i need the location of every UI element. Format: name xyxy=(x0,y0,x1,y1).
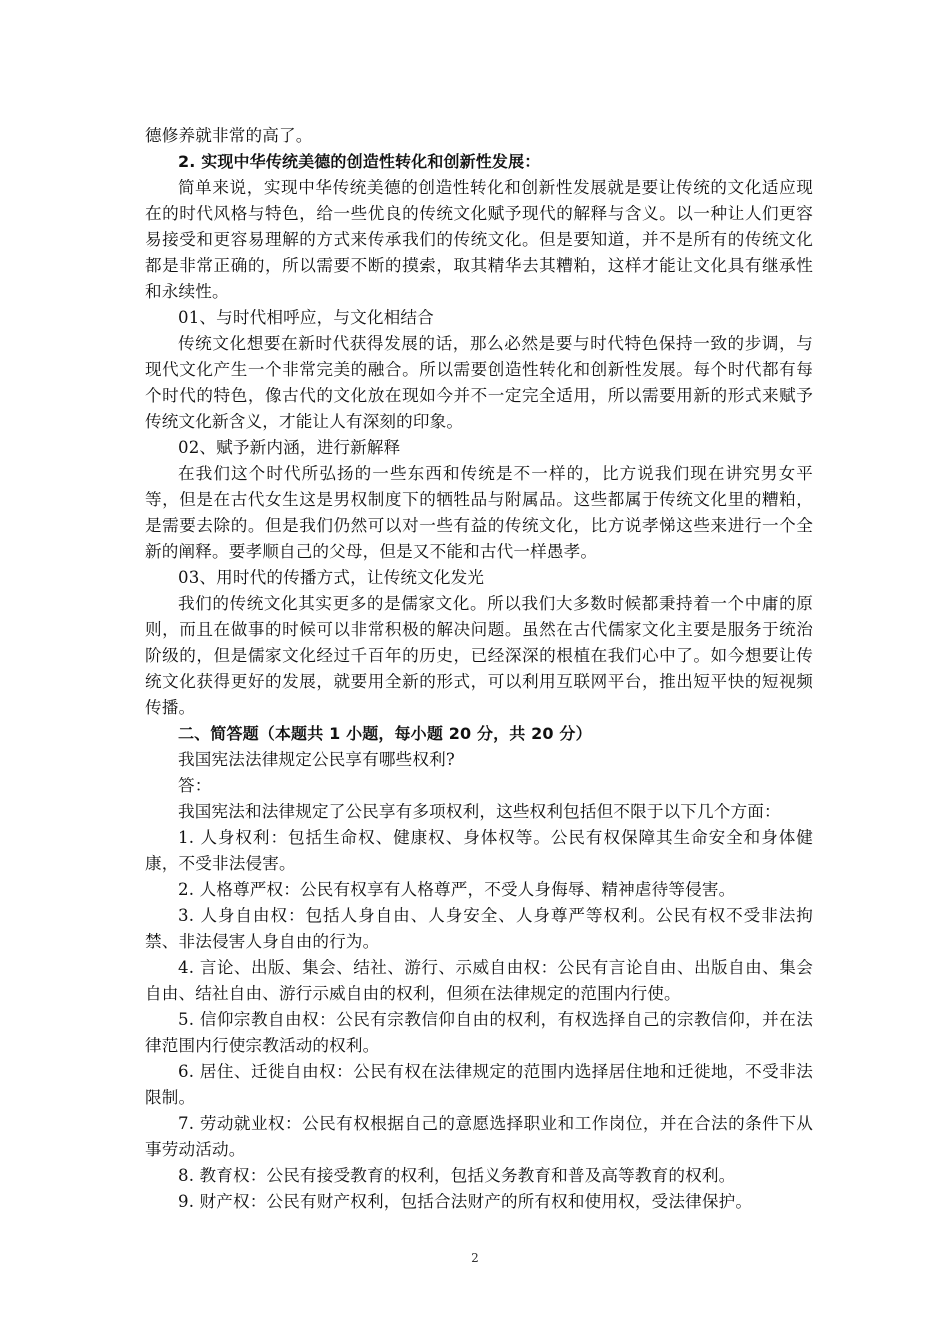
paragraph: 传统文化想要在新时代获得发展的话，那么必然是要与时代特色保持一致的步调，与现代文化产生一个非常完美的融合。所以需要创造性转化和创新性发展。每个时代都有每个时代的特色，像古代的文化放在现如今并不一定完全适用，所以需要用新的形式来赋予传统文化新含义，才能让人有深刻的印象。 xyxy=(145,334,813,431)
paragraph: 我们的传统文化其实更多的是儒家文化。所以我们大多数时候都秉持着一个中庸的原则，而且在做事的时候可以非常积极的解决问题。虽然在古代儒家文化主要是服务于统治阶级的，但是儒家文化经过千百年的历史，已经深深的根植在我们心中了。如今想要让传统文化获得更好的发展，就要用全新的形式，可以利用互联网平台，推出短平快的短视频传播。 xyxy=(145,594,813,717)
list-item: 4. 言论、出版、集会、结社、游行、示威自由权：公民有言论自由、出版自由、集会自由、结社自由、游行示威自由的权利，但须在法律规定的范围内行使。 xyxy=(145,958,813,1003)
section-heading: 二、简答题（本题共 1 小题，每小题 20 分，共 20 分） xyxy=(178,724,592,743)
paragraph: 简单来说，实现中华传统美德的创造性转化和创新性发展就是要让传统的文化适应现在的时代风格与特色，给一些优良的传统文化赋予现代的解释与含义。以一种让人们更容易接受和更容易理解的方式来传承我们的传统文化。但是要知道，并不是所有的传统文化都是非常正确的，所以需要不断的摸索，取其精华去其糟粕，这样才能让文化具有继承性和永续性。 xyxy=(145,178,813,301)
paragraph: 我国宪法和法律规定了公民享有多项权利，这些权利包括但不限于以下几个方面： xyxy=(178,802,781,821)
document-body xyxy=(145,123,813,1215)
subheading: 01、与时代相呼应，与文化相结合 xyxy=(178,308,434,327)
page-number: 2 xyxy=(471,1251,479,1265)
subheading: 03、用时代的传播方式，让传统文化发光 xyxy=(178,568,485,587)
subheading: 02、赋予新内涵，进行新解释 xyxy=(178,438,401,457)
list-item: 1. 人身权利：包括生命权、健康权、身体权等。公民有权保障其生命安全和身体健康，不受非法侵害。 xyxy=(145,828,813,873)
question: 我国宪法法律规定公民享有哪些权利? xyxy=(178,750,455,769)
list-item: 9. 财产权：公民有财产权利，包括合法财产的所有权和使用权，受法律保护。 xyxy=(178,1192,753,1211)
answer-label: 答： xyxy=(178,776,212,795)
paragraph: 德修养就非常的高了。 xyxy=(145,126,313,145)
list-item: 8. 教育权：公民有接受教育的权利，包括义务教育和普及高等教育的权利。 xyxy=(178,1166,736,1185)
list-item: 6. 居住、迁徙自由权：公民有权在法律规定的范围内选择居住地和迁徙地，不受非法限制。 xyxy=(145,1062,813,1107)
list-item: 7. 劳动就业权：公民有权根据自己的意愿选择职业和工作岗位，并在合法的条件下从事劳动活动。 xyxy=(145,1114,813,1159)
list-item: 3. 人身自由权：包括人身自由、人身安全、人身尊严等权利。公民有权不受非法拘禁、非法侵害人身自由的行为。 xyxy=(145,906,813,951)
list-item: 5. 信仰宗教自由权：公民有宗教信仰自由的权利，有权选择自己的宗教信仰，并在法律范围内行使宗教活动的权利。 xyxy=(145,1010,813,1055)
paragraph: 在我们这个时代所弘扬的一些东西和传统是不一样的，比方说我们现在讲究男女平等，但是在古代女生这是男权制度下的牺牲品与附属品。这些都属于传统文化里的糟粕，是需要去除的。但是我们仍然可以对一些有益的传统文化，比方说孝悌这些来进行一个全新的阐释。要孝顺自己的父母，但是又不能和古代一样愚孝。 xyxy=(145,464,813,561)
section-heading: 2. 实现中华传统美德的创造性转化和创新性发展： xyxy=(178,152,541,171)
list-item: 2. 人格尊严权：公民有权享有人格尊严，不受人身侮辱、精神虐待等侵害。 xyxy=(178,880,736,899)
